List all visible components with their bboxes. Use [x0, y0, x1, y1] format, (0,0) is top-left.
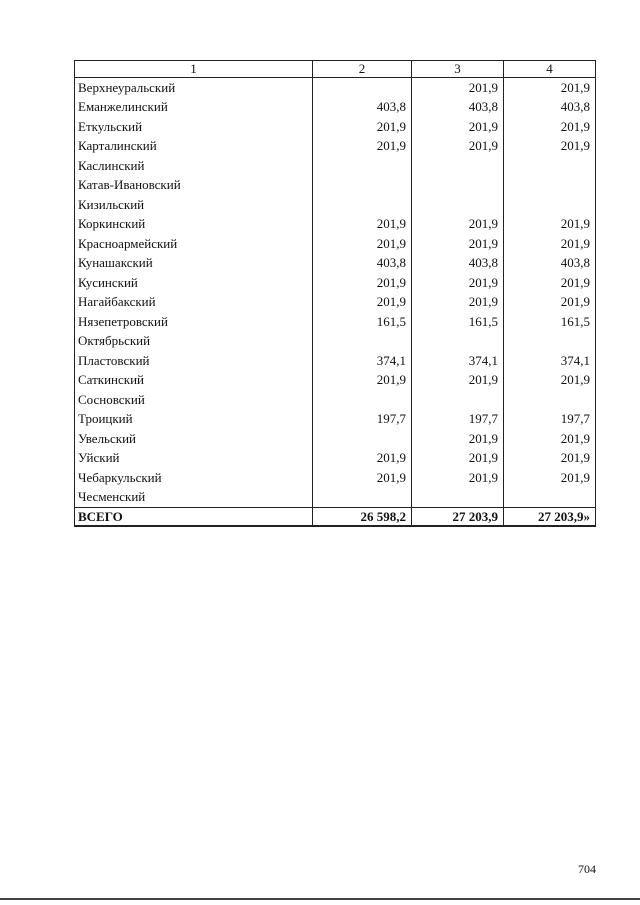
cell-col-3: 201,9: [412, 137, 504, 157]
cell-col-4: 201,9: [504, 273, 596, 293]
table-row: [75, 351, 596, 371]
cell-col-4: 374,1: [504, 351, 596, 371]
cell-col-2: [313, 488, 412, 508]
cell-col-3: 201,9: [412, 293, 504, 313]
column-header-3: 3: [412, 61, 504, 78]
cell-col-4: 197,7: [504, 410, 596, 430]
cell-col-2: [313, 156, 412, 176]
total-row: [75, 508, 596, 527]
total-cell-4: 27 203,9»: [504, 508, 596, 527]
district-name: Саткинский: [75, 371, 313, 391]
cell-col-4: 161,5: [504, 312, 596, 332]
data-table: [74, 60, 596, 527]
header-row: [75, 61, 596, 78]
table-row: [75, 293, 596, 313]
district-name: Карталинский: [75, 137, 313, 157]
total-label: ВСЕГО: [75, 508, 313, 527]
cell-col-2: [313, 78, 412, 98]
district-name: Сосновский: [75, 390, 313, 410]
table-row: [75, 488, 596, 508]
district-name: Нагайбакский: [75, 293, 313, 313]
cell-col-2: 201,9: [313, 215, 412, 235]
cell-col-3: [412, 332, 504, 352]
cell-col-2: 197,7: [313, 410, 412, 430]
district-name: Нязепетровский: [75, 312, 313, 332]
table-row: [75, 137, 596, 157]
cell-col-2: [313, 429, 412, 449]
cell-col-3: 201,9: [412, 273, 504, 293]
district-name: Кусинский: [75, 273, 313, 293]
bottom-rule: [0, 898, 640, 900]
cell-col-3: 201,9: [412, 371, 504, 391]
table-body: [75, 78, 596, 508]
cell-col-3: 403,8: [412, 98, 504, 118]
table-row: [75, 312, 596, 332]
cell-col-2: 201,9: [313, 117, 412, 137]
table-row: [75, 78, 596, 98]
table-row: [75, 273, 596, 293]
table-row: [75, 449, 596, 469]
table-row: [75, 98, 596, 118]
cell-col-4: 201,9: [504, 78, 596, 98]
table-row: [75, 156, 596, 176]
cell-col-2: [313, 332, 412, 352]
cell-col-2: 201,9: [313, 137, 412, 157]
district-name: Кунашакский: [75, 254, 313, 274]
page-number: 704: [578, 862, 596, 876]
cell-col-2: 201,9: [313, 371, 412, 391]
district-name: Еманжелинский: [75, 98, 313, 118]
district-name: Увельский: [75, 429, 313, 449]
cell-col-4: 201,9: [504, 468, 596, 488]
table-row: [75, 410, 596, 430]
cell-col-4: 201,9: [504, 449, 596, 469]
cell-col-4: 201,9: [504, 215, 596, 235]
total-cell-2: 26 598,2: [313, 508, 412, 527]
cell-col-3: 374,1: [412, 351, 504, 371]
cell-col-3: [412, 156, 504, 176]
data-table-container: [74, 60, 595, 527]
table-row: [75, 390, 596, 410]
table-row: [75, 234, 596, 254]
cell-col-4: 201,9: [504, 293, 596, 313]
cell-col-3: 201,9: [412, 215, 504, 235]
table-row: [75, 468, 596, 488]
cell-col-3: [412, 176, 504, 196]
cell-col-2: 201,9: [313, 449, 412, 469]
district-name: Каслинский: [75, 156, 313, 176]
cell-col-3: 403,8: [412, 254, 504, 274]
cell-col-3: 161,5: [412, 312, 504, 332]
district-name: Троицкий: [75, 410, 313, 430]
cell-col-2: [313, 195, 412, 215]
cell-col-3: 201,9: [412, 234, 504, 254]
column-header-2: 2: [313, 61, 412, 78]
table-row: [75, 215, 596, 235]
cell-col-4: 403,8: [504, 254, 596, 274]
table-row: [75, 371, 596, 391]
cell-col-4: [504, 332, 596, 352]
table-row: [75, 332, 596, 352]
cell-col-3: 201,9: [412, 429, 504, 449]
cell-col-3: 201,9: [412, 117, 504, 137]
cell-col-4: [504, 195, 596, 215]
column-header-4: 4: [504, 61, 596, 78]
table-row: [75, 176, 596, 196]
cell-col-3: [412, 488, 504, 508]
cell-col-2: 201,9: [313, 234, 412, 254]
cell-col-4: [504, 390, 596, 410]
cell-col-3: 201,9: [412, 468, 504, 488]
district-name: Уйский: [75, 449, 313, 469]
district-name: Коркинский: [75, 215, 313, 235]
cell-col-3: 201,9: [412, 78, 504, 98]
district-name: Пластовский: [75, 351, 313, 371]
total-cell-3: 27 203,9: [412, 508, 504, 527]
cell-col-2: 201,9: [313, 468, 412, 488]
cell-col-3: [412, 195, 504, 215]
cell-col-2: 201,9: [313, 293, 412, 313]
cell-col-2: [313, 390, 412, 410]
cell-col-3: [412, 390, 504, 410]
table-row: [75, 429, 596, 449]
table-row: [75, 195, 596, 215]
table-row: [75, 254, 596, 274]
district-name: Октябрьский: [75, 332, 313, 352]
district-name: Катав-Ивановский: [75, 176, 313, 196]
cell-col-4: 201,9: [504, 371, 596, 391]
cell-col-4: 201,9: [504, 137, 596, 157]
cell-col-2: 374,1: [313, 351, 412, 371]
cell-col-4: [504, 176, 596, 196]
district-name: Верхнеуральский: [75, 78, 313, 98]
district-name: Кизильский: [75, 195, 313, 215]
cell-col-2: 403,8: [313, 98, 412, 118]
cell-col-4: 201,9: [504, 234, 596, 254]
cell-col-4: [504, 488, 596, 508]
cell-col-2: 161,5: [313, 312, 412, 332]
cell-col-4: 201,9: [504, 117, 596, 137]
district-name: Красноармейский: [75, 234, 313, 254]
cell-col-4: 201,9: [504, 429, 596, 449]
cell-col-2: 201,9: [313, 273, 412, 293]
cell-col-2: 403,8: [313, 254, 412, 274]
column-header-1: 1: [75, 61, 313, 78]
cell-col-3: 201,9: [412, 449, 504, 469]
district-name: Чебаркульский: [75, 468, 313, 488]
cell-col-3: 197,7: [412, 410, 504, 430]
district-name: Чесменский: [75, 488, 313, 508]
cell-col-2: [313, 176, 412, 196]
cell-col-4: 403,8: [504, 98, 596, 118]
district-name: Еткульский: [75, 117, 313, 137]
cell-col-4: [504, 156, 596, 176]
table-row: [75, 117, 596, 137]
